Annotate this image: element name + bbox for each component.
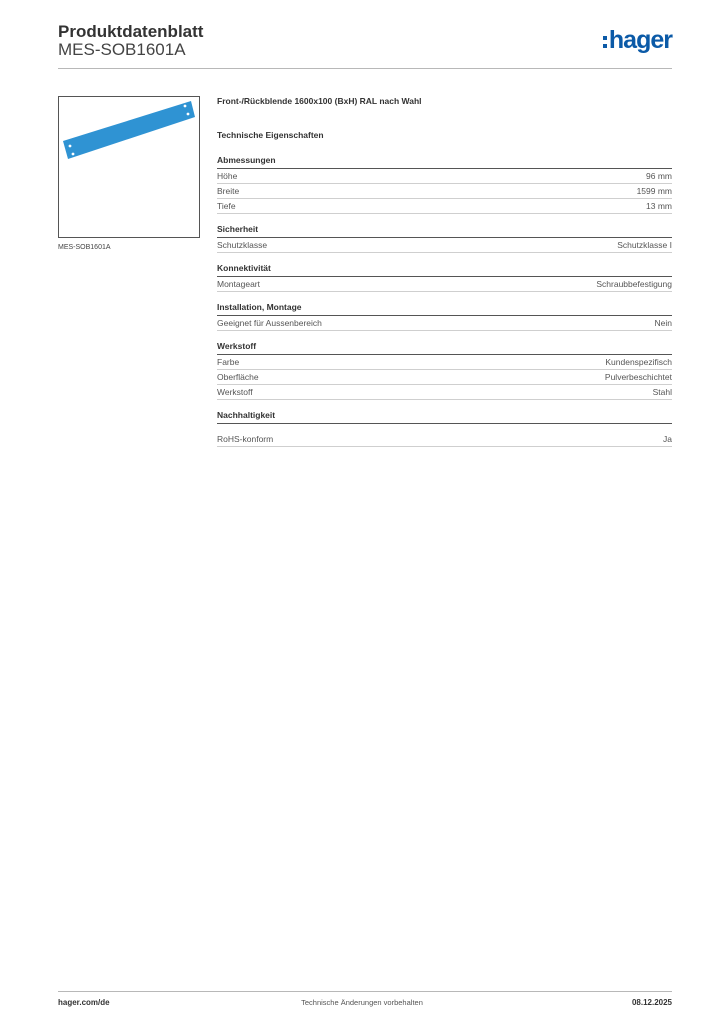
- footer-divider: [58, 991, 672, 992]
- section-title: Abmessungen: [217, 155, 672, 169]
- spec-value: Kundenspezifisch: [605, 357, 672, 367]
- spec-value: Ja: [663, 434, 672, 444]
- spec-row: [217, 199, 672, 214]
- hager-logo: [603, 28, 672, 53]
- specs-title: Technische Eigenschaften: [217, 130, 324, 140]
- cover-panel-icon: [59, 97, 199, 237]
- spec-value: Pulverbeschichtet: [604, 372, 672, 382]
- panel-shape: [63, 101, 195, 159]
- spec-row: [217, 355, 672, 370]
- section-title: Konnektivität: [217, 263, 672, 277]
- product-content: [217, 96, 672, 447]
- spec-value: Schutzklasse I: [617, 240, 672, 250]
- spec-section-konnektivitaet: [217, 263, 672, 292]
- section-title: Installation, Montage: [217, 302, 672, 316]
- spec-section-installation: [217, 302, 672, 331]
- footer-date: 08.12.2025: [631, 998, 672, 1007]
- spec-section-abmessungen: [217, 155, 672, 214]
- product-image: [58, 96, 200, 238]
- spec-label: Werkstoff: [217, 387, 253, 397]
- spec-value: 1599 mm: [636, 186, 672, 196]
- document-title: Produktdatenblatt: [58, 22, 204, 41]
- spec-value: 96 mm: [646, 171, 672, 181]
- spec-row: [217, 385, 672, 400]
- spec-label: Schutzklasse: [217, 240, 268, 250]
- footer-notice: Technische Änderungen vorbehalten: [301, 998, 423, 1007]
- spec-label: RoHS-konform: [217, 434, 274, 444]
- spec-value: 13 mm: [646, 201, 672, 211]
- product-code: MES-SOB1601A: [58, 40, 186, 59]
- spec-label: Höhe: [217, 171, 238, 181]
- spec-label: Farbe: [217, 357, 240, 367]
- spec-row: [217, 184, 672, 199]
- spec-value: Schraubbefestigung: [596, 279, 672, 289]
- section-title: Nachhaltigkeit: [217, 410, 672, 424]
- section-title: Sicherheit: [217, 224, 672, 238]
- spec-row: [217, 277, 672, 292]
- spec-label: Geeignet für Aussenbereich: [217, 318, 322, 328]
- image-caption: MES-SOB1601A: [58, 244, 111, 251]
- spec-label: Tiefe: [217, 201, 236, 211]
- spec-section-nachhaltigkeit: [217, 410, 672, 447]
- spec-value: Nein: [654, 318, 672, 328]
- spec-row: [217, 370, 672, 385]
- spec-section-werkstoff: [217, 341, 672, 400]
- logo-dots-icon: [603, 36, 607, 48]
- spec-section-sicherheit: [217, 224, 672, 253]
- footer-website-link[interactable]: hager.com/de: [58, 998, 110, 1007]
- spec-row: [217, 238, 672, 253]
- spec-label: Breite: [217, 186, 240, 196]
- spec-row: [217, 316, 672, 331]
- logo-text: hager: [608, 26, 672, 54]
- product-description: Front-/Rückblende 1600x100 (BxH) RAL nach Wahl: [217, 96, 422, 106]
- spec-label: Oberfläche: [217, 372, 259, 382]
- header-divider: [58, 68, 672, 69]
- spec-value: Stahl: [652, 387, 672, 397]
- spec-label: Montageart: [217, 279, 260, 289]
- section-title: Werkstoff: [217, 341, 672, 355]
- spec-row: [217, 432, 672, 447]
- spec-row: [217, 169, 672, 184]
